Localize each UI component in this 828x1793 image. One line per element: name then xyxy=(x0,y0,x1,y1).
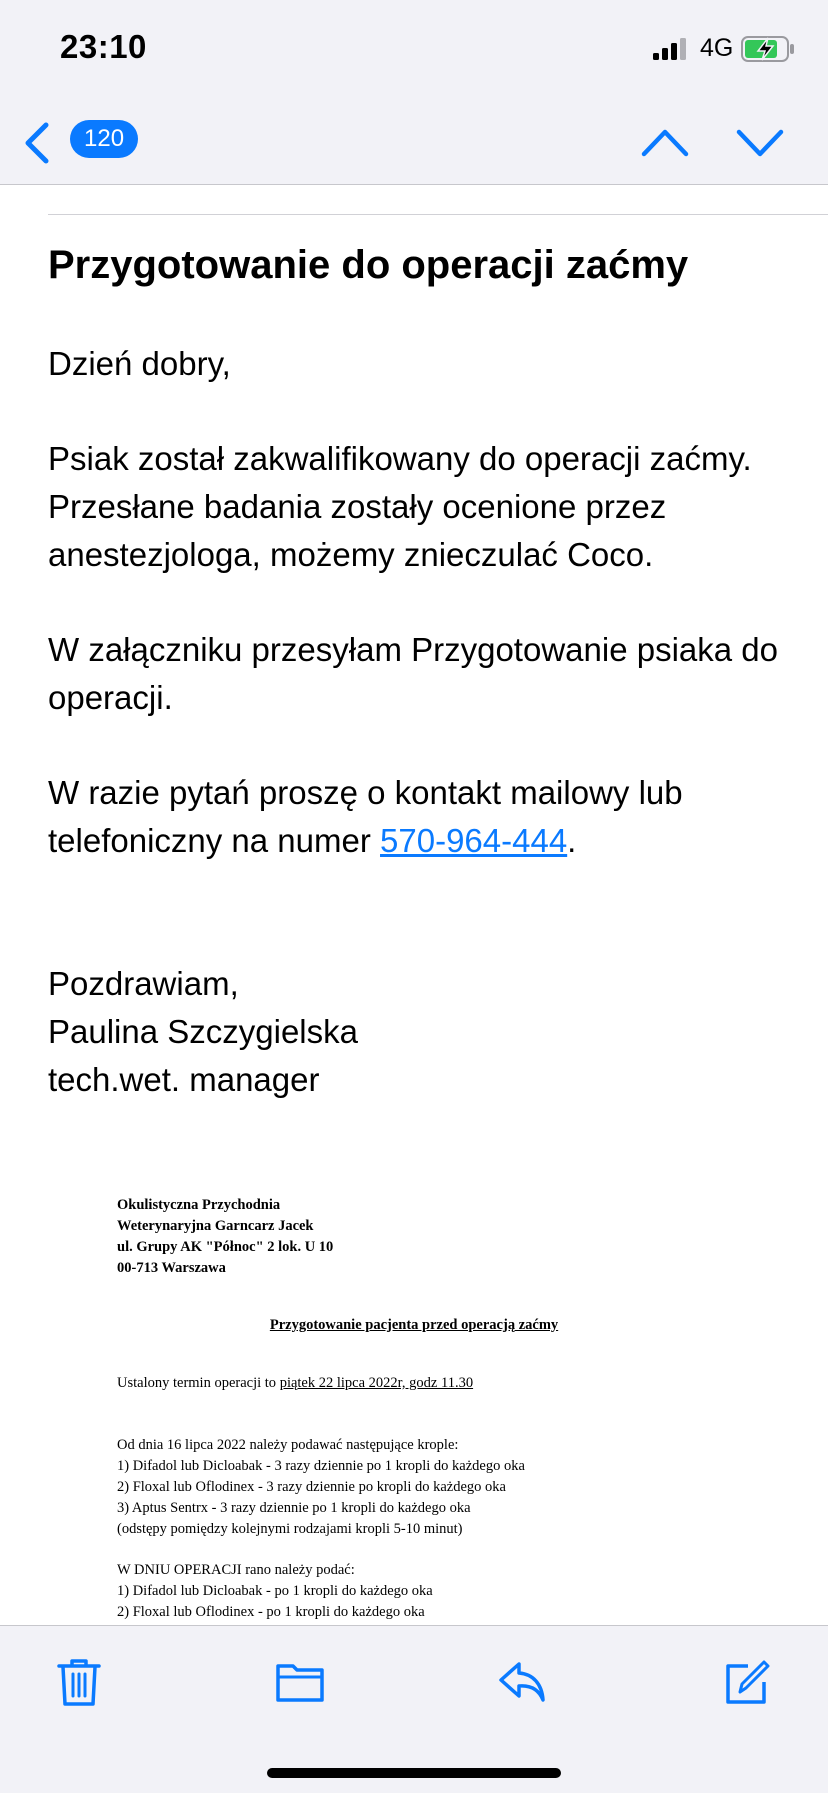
network-label: 4G xyxy=(700,34,734,62)
message-content[interactable] xyxy=(0,185,828,1625)
chevron-down-icon[interactable] xyxy=(735,126,785,160)
term-prefix: Ustalony termin operacji to xyxy=(117,1375,280,1391)
sender-title: tech.wet. manager xyxy=(48,1061,320,1098)
clinic-line: ul. Grupy AK "Północ" 2 lok. U 10 xyxy=(117,1239,334,1255)
sign-off: Pozdrawiam, xyxy=(48,965,239,1002)
term-date: piątek 22 lipca 2022r, godz 11.30 xyxy=(279,1375,474,1391)
reply-icon[interactable] xyxy=(497,1656,547,1708)
document-title: Przygotowanie pacjenta przed operacją zaćmy xyxy=(269,1317,559,1333)
trash-icon[interactable] xyxy=(55,1656,103,1708)
chevron-left-icon[interactable] xyxy=(22,122,54,164)
drops-item: 1) Difadol lub Dicloabak - 3 razy dziennie po 1 kropli do każdego oka xyxy=(117,1458,525,1474)
surgery-day-item: 2) Floxal lub Oflodinex - po 1 kropli do każdego oka xyxy=(117,1604,425,1620)
bottom-toolbar xyxy=(0,1625,828,1793)
clinic-address xyxy=(117,1195,333,1279)
signal-icon xyxy=(653,38,689,60)
signature xyxy=(48,960,808,1104)
clinic-line: Weterynaryjna Garncarz Jacek xyxy=(117,1218,314,1234)
email-paragraph-3 xyxy=(48,769,808,865)
compose-icon[interactable] xyxy=(722,1656,770,1708)
surgery-day-item: 1) Difadol lub Dicloabak - po 1 kropli do każdego oka xyxy=(117,1583,433,1599)
status-bar xyxy=(0,0,828,100)
message-count-badge[interactable]: 120 xyxy=(70,120,138,158)
sender-name: Paulina Szczygielska xyxy=(48,1013,358,1050)
header-divider xyxy=(48,214,828,215)
email-paragraph-2: W załączniku przesyłam Przygotowanie psiaka do operacji. xyxy=(48,631,778,716)
navigation-bar xyxy=(0,100,828,185)
drops-intro: Od dnia 16 lipca 2022 należy podawać następujące krople: xyxy=(117,1437,459,1453)
home-indicator[interactable] xyxy=(267,1768,561,1778)
email-subject: Przygotowanie do operacji zaćmy xyxy=(48,243,689,287)
drops-note: (odstępy pomiędzy kolejnymi rodzajami kropli 5-10 minut) xyxy=(117,1521,463,1537)
contact-text: W razie pytań proszę o kontakt mailowy lub telefoniczny na numer xyxy=(48,774,683,859)
surgery-day-intro: W DNIU OPERACJI rano należy podać: xyxy=(117,1562,355,1578)
status-time: 23:10 xyxy=(60,28,147,65)
battery-charging-icon xyxy=(741,36,795,62)
drops-item: 3) Aptus Sentrx - 3 razy dziennie po 1 kropli do każdego oka xyxy=(117,1500,471,1516)
clinic-line: 00-713 Warszawa xyxy=(117,1260,226,1276)
phone-link[interactable]: 570-964-444 xyxy=(380,822,568,859)
email-body xyxy=(48,340,808,1151)
attachment-preview[interactable] xyxy=(0,1195,828,1625)
folder-icon[interactable] xyxy=(275,1656,325,1708)
drops-item: 2) Floxal lub Oflodinex - 3 razy dziennie po kropli do każdego oka xyxy=(117,1479,506,1495)
email-greeting: Dzień dobry, xyxy=(48,345,231,382)
surgery-term xyxy=(117,1373,473,1394)
email-paragraph-1: Psiak został zakwalifikowany do operacji zaćmy. Przesłane badania zostały ocenione przez anestezjologa, możemy znieczulać Coco. xyxy=(48,440,752,573)
contact-text-end: . xyxy=(567,822,577,859)
chevron-up-icon[interactable] xyxy=(640,126,690,160)
clinic-line: Okulistyczna Przychodnia xyxy=(117,1197,281,1213)
